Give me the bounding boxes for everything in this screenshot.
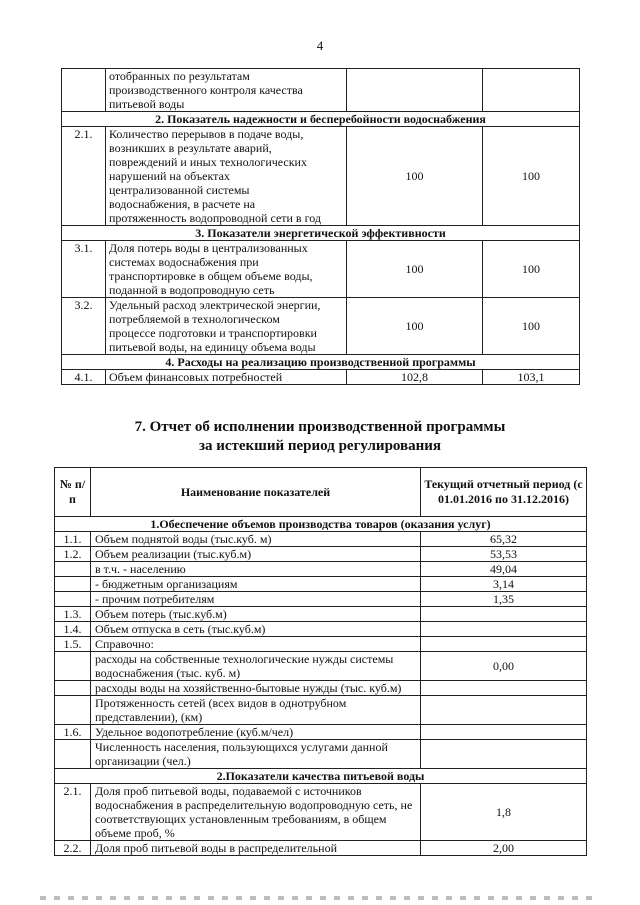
row-value [421,740,587,769]
row-number [55,696,91,725]
row-name: расходы воды на хозяйственно-бытовые нужды (тыс. куб.м) [91,681,421,696]
row-value: 49,04 [421,562,587,577]
row-value: 0,00 [421,652,587,681]
page-number: 4 [316,38,324,53]
row-number: 1.5. [55,637,91,652]
row-value-actual: 103,1 [483,370,580,385]
section-title: 2.Показатели качества питьевой воды [55,769,587,784]
table-row [55,725,587,740]
row-name: Доля проб питьевой воды, подаваемой с источников водоснабжения в распределительную водопроводную сеть, не соответствующих установленным требованиям, в общем объеме проб, % [91,784,421,841]
row-name: Объем отпуска в сеть (тыс.куб.м) [91,622,421,637]
section-row [55,517,587,532]
section-row [62,226,580,241]
row-value-actual: 100 [483,298,580,355]
table-row [55,740,587,769]
row-name: Доля проб питьевой воды в распределительной [91,841,421,856]
row-name: Удельное водопотребление (куб.м/чел) [91,725,421,740]
row-value-plan: 100 [347,127,483,226]
row-number: 1.6. [55,725,91,740]
row-value: 65,32 [421,532,587,547]
row-name: расходы на собственные технологические нужды системы водоснабжения (тыс. куб. м) [91,652,421,681]
table-row [55,681,587,696]
row-name: Справочно: [91,637,421,652]
section-title: 3. Показатели энергетической эффективности [62,226,580,241]
row-value-plan: 100 [347,241,483,298]
section-row [55,769,587,784]
row-number: 1.1. [55,532,91,547]
row-value [421,622,587,637]
row-number: 3.2. [62,298,106,355]
section-title: 1.Обеспечение объемов производства товаров (оказания услуг) [55,517,587,532]
table-row [55,532,587,547]
row-value [421,725,587,740]
table-row [55,622,587,637]
table-row [55,607,587,622]
scan-artifact [40,896,600,900]
row-name: в т.ч. - населению [91,562,421,577]
row-number: 2.1. [62,127,106,226]
row-number: 1.3. [55,607,91,622]
header-row [55,468,587,517]
row-value [421,607,587,622]
row-description: Удельный расход электрической энергии, потребляемой в технологическом процессе подготовки и транспортировки питьевой воды, на единицу объема воды [106,298,347,355]
row-name: - прочим потребителям [91,592,421,607]
continued-description: отобранных по результатам производственного контроля качества питьевой воды [106,69,347,112]
row-number [55,652,91,681]
table-row [55,784,587,841]
row-value-actual: 100 [483,127,580,226]
section-title: 4. Расходы на реализацию производственной программы [62,355,580,370]
row-value: 1,35 [421,592,587,607]
table-row [55,592,587,607]
row-number: 1.2. [55,547,91,562]
row-value-plan: 100 [347,298,483,355]
table-row [62,69,580,112]
report-table [54,467,587,856]
table-row [62,370,580,385]
row-number: 4.1. [62,370,106,385]
row-number [55,740,91,769]
row-number: 3.1. [62,241,106,298]
header-name: Наименование показателей [91,468,421,517]
table-row [55,841,587,856]
table-row [55,577,587,592]
row-value: 2,00 [421,841,587,856]
table-row [55,547,587,562]
row-description: Доля потерь воды в централизованных системах водоснабжения при транспортировке в общем объеме воды, поданной в водопроводную сеть [106,241,347,298]
row-number [55,562,91,577]
section-row [62,112,580,127]
table-row [55,562,587,577]
row-number [55,592,91,607]
row-value-plan: 102,8 [347,370,483,385]
row-number: 2.1. [55,784,91,841]
row-value: 3,14 [421,577,587,592]
report-title: 7. Отчет об исполнении производственной программы [134,419,506,435]
row-number: 2.2. [55,841,91,856]
indicators-table [61,68,580,385]
row-name: Численность населения, пользующихся услугами данной организации (чел.) [91,740,421,769]
table-row [62,241,580,298]
row-number [55,577,91,592]
row-name: Протяженность сетей (всех видов в однотрубном представлении), (км) [91,696,421,725]
row-name: Объем поднятой воды (тыс.куб. м) [91,532,421,547]
row-value [421,637,587,652]
section-row [62,355,580,370]
row-name: Объем реализации (тыс.куб.м) [91,547,421,562]
header-period: Текущий отчетный период (с 01.01.2016 по 31.12.2016) [421,468,587,517]
table-row [55,696,587,725]
table-row [62,127,580,226]
row-value: 53,53 [421,547,587,562]
section-title: 2. Показатель надежности и бесперебойности водоснабжения [62,112,580,127]
table-row [55,652,587,681]
row-description: Объем финансовых потребностей [106,370,347,385]
table-row [62,298,580,355]
row-number [55,681,91,696]
row-value: 1,8 [421,784,587,841]
report-subtitle: за истекший период регулирования [198,438,442,454]
header-number: № п/п [55,468,91,517]
table-row [55,637,587,652]
row-description: Количество перерывов в подаче воды, возникших в результате аварий, повреждений и иных технологических нарушений на объектах централизованной системы водоснабжения, в расчете на протяженность водопроводной сети в год [106,127,347,226]
row-value [421,681,587,696]
row-value [421,696,587,725]
row-name: Объем потерь (тыс.куб.м) [91,607,421,622]
row-value-actual: 100 [483,241,580,298]
row-number: 1.4. [55,622,91,637]
row-name: - бюджетным организациям [91,577,421,592]
